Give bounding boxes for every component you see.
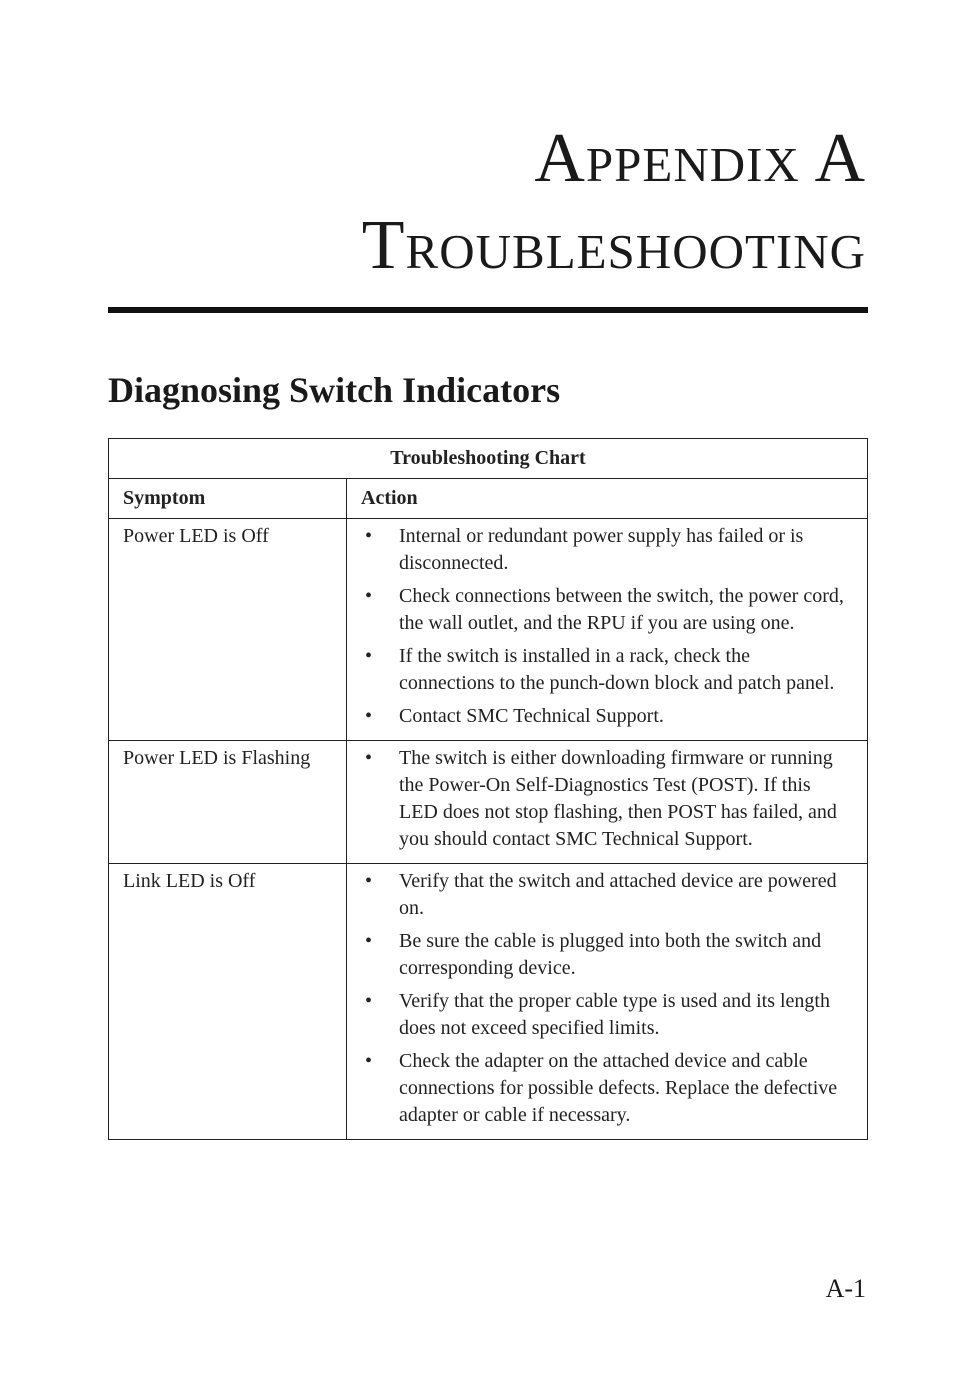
page-number: A-1 [825, 1274, 866, 1303]
symptom-cell: Power LED is Off [109, 519, 347, 741]
table-row [109, 864, 868, 1140]
title-divider [108, 307, 868, 313]
action-item: • Check connections between the switch, the power cord, the wall outlet, and the RPU if you are using one. [361, 583, 849, 637]
action-item: • Verify that the proper cable type is used and its length does not exceed specified limits. [361, 988, 849, 1042]
chapter-title: Troubleshooting [361, 207, 866, 284]
table-row [109, 519, 868, 741]
action-item: • Check the adapter on the attached device and cable connections for possible defects. Replace the defective adapter or cable if necessary. [361, 1048, 849, 1129]
table-caption: Troubleshooting Chart [109, 439, 868, 479]
action-list [361, 523, 849, 730]
action-item: • Verify that the switch and attached device are powered on. [361, 868, 849, 922]
action-list [361, 868, 849, 1129]
column-header-action: Action [347, 479, 868, 519]
action-item: • Contact SMC Technical Support. [361, 703, 849, 730]
appendix-title: Appendix A [534, 120, 866, 197]
action-item: • The switch is either downloading firmware or running the Power-On Self-Diagnostics Test (POST). If this LED does not stop flashing, then POST has failed, and you should contact SMC Technical Support. [361, 745, 849, 853]
column-header-symptom: Symptom [109, 479, 347, 519]
action-cell [347, 864, 868, 1140]
symptom-cell: Link LED is Off [109, 864, 347, 1140]
action-cell [347, 741, 868, 864]
table-row [109, 741, 868, 864]
action-item: • Internal or redundant power supply has failed or is disconnected. [361, 523, 849, 577]
symptom-cell: Power LED is Flashing [109, 741, 347, 864]
action-item: • If the switch is installed in a rack, check the connections to the punch-down block and patch panel. [361, 643, 849, 697]
action-cell [347, 519, 868, 741]
action-item: • Be sure the cable is plugged into both the switch and corresponding device. [361, 928, 849, 982]
action-list [361, 745, 849, 853]
table-body [109, 519, 868, 1140]
section-heading: Diagnosing Switch Indicators [108, 370, 561, 410]
troubleshooting-table [108, 438, 868, 1140]
